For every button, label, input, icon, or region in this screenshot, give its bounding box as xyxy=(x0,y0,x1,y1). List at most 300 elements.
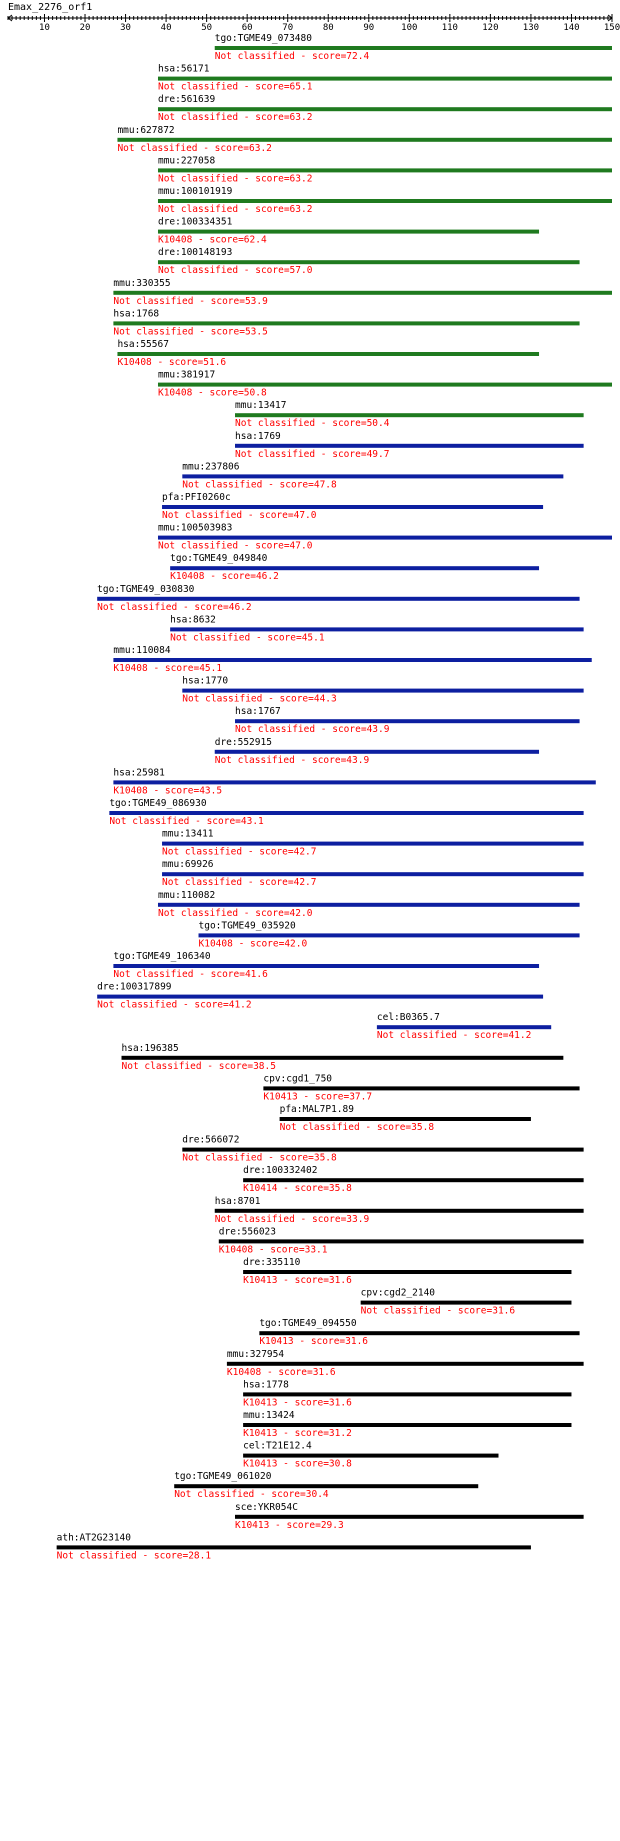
hit-name: hsa:25981 xyxy=(113,767,165,779)
hit-score-prefix: - score= xyxy=(232,938,285,950)
hit-alignment-bar xyxy=(243,1454,498,1458)
hit-classification xyxy=(117,357,226,368)
ruler-tick-label: 60 xyxy=(241,23,253,33)
hit-alignment-bar xyxy=(280,1117,531,1121)
hit-classification xyxy=(243,1183,352,1194)
hit-score: 50.4 xyxy=(366,418,390,430)
hit-entry xyxy=(259,1318,579,1347)
hit-entry xyxy=(158,64,612,93)
hit-ko: Not classified xyxy=(182,693,263,705)
hit-ko: K10408 xyxy=(117,357,152,368)
hit-alignment-bar xyxy=(243,1270,571,1274)
hit-score-prefix: - score= xyxy=(277,1275,329,1286)
hit-alignment-bar xyxy=(97,995,543,999)
hit-alignment-bar xyxy=(170,566,539,570)
hit-entry xyxy=(117,339,539,368)
hit-alignment-bar xyxy=(215,46,612,50)
hit-entry xyxy=(113,767,595,796)
hit-score: 35.8 xyxy=(313,1152,337,1164)
hit-score-prefix: - score= xyxy=(204,571,256,583)
hit-alignment-bar xyxy=(215,750,539,754)
hit-entry xyxy=(263,1073,579,1102)
hit-score: 43.5 xyxy=(199,785,223,797)
hit-ko: K10408 xyxy=(226,1366,262,1378)
hit-score: 62.4 xyxy=(243,234,267,246)
hit-name: dre:100148193 xyxy=(157,247,233,259)
hit-classification xyxy=(158,388,267,399)
hit-ko: Not classified xyxy=(214,51,295,62)
hit-entry xyxy=(174,1471,478,1500)
hit-ko: Not classified xyxy=(170,632,251,644)
hit-classification xyxy=(162,877,316,888)
hit-name: tgo:TGME49_049840 xyxy=(170,553,268,565)
hit-alignment-bar xyxy=(182,474,563,478)
ruler-tick-label: 90 xyxy=(363,23,375,33)
hit-score: 33.1 xyxy=(304,1244,328,1256)
hit-score-prefix: - score= xyxy=(294,1213,347,1225)
position-ruler xyxy=(8,14,620,33)
hit-alignment-bar xyxy=(235,444,584,448)
hit-score: 47.0 xyxy=(293,510,317,521)
hit-score: 41.2 xyxy=(228,999,252,1011)
hit-score: 42.7 xyxy=(293,877,317,889)
hit-name: hsa:1767 xyxy=(235,706,281,718)
hit-name: sce:YKR054C xyxy=(235,1501,298,1513)
ruler-tick-label: 40 xyxy=(160,23,172,33)
hit-ko: K10413 xyxy=(263,1091,298,1103)
hit-score: 42.0 xyxy=(289,907,313,919)
hit-alignment-bar xyxy=(158,168,612,172)
hit-score-prefix: - score= xyxy=(262,1152,314,1164)
hit-entry xyxy=(215,33,612,62)
hit-alignment-bar xyxy=(117,138,612,142)
hit-score-prefix: - score= xyxy=(147,785,200,797)
hit-name: hsa:56171 xyxy=(157,63,210,75)
hit-classification xyxy=(199,938,308,949)
hit-ko: Not classified xyxy=(360,1305,441,1317)
hit-score-prefix: - score= xyxy=(189,816,241,827)
ruler-tick-label: 150 xyxy=(603,23,620,33)
hit-ko: Not classified xyxy=(121,1060,202,1072)
hit-alignment-bar xyxy=(57,1545,531,1549)
hit-ko: Not classified xyxy=(157,81,239,93)
hit-ko: Not classified xyxy=(235,448,316,460)
hit-name: hsa:1768 xyxy=(113,308,160,320)
hit-alignment-bar xyxy=(162,872,584,876)
hit-ko: K10408 xyxy=(113,785,148,797)
hit-entry xyxy=(182,1135,583,1164)
hit-classification xyxy=(174,1489,329,1500)
hit-score: 42.0 xyxy=(284,938,308,950)
hit-entry xyxy=(280,1104,531,1133)
hit-score-prefix: - score= xyxy=(315,418,367,430)
hit-alignment-bar xyxy=(117,352,539,356)
hit-score-prefix: - score= xyxy=(293,1336,346,1348)
hit-score-prefix: - score= xyxy=(250,632,302,644)
ruler-tick-label: 30 xyxy=(120,23,131,33)
hit-alignment-bar xyxy=(182,689,583,693)
hit-ko: K10408 xyxy=(198,938,233,950)
hit-alignment-bar xyxy=(219,1239,584,1243)
hit-name: mmu:227058 xyxy=(157,155,216,167)
hit-entry xyxy=(219,1226,584,1255)
hit-ko: K10413 xyxy=(243,1458,278,1470)
hit-score-prefix: - score= xyxy=(277,1458,329,1470)
hit-alignment-bar xyxy=(235,719,580,723)
hit-ko: Not classified xyxy=(214,1213,295,1225)
hit-score: 35.8 xyxy=(411,1122,435,1133)
hit-entry xyxy=(57,1532,531,1561)
hit-ko: Not classified xyxy=(157,173,239,185)
hit-ko: Not classified xyxy=(214,754,295,766)
hit-ko: K10408 xyxy=(113,663,148,674)
hit-score: 43.9 xyxy=(346,754,370,766)
hit-score: 30.4 xyxy=(305,1489,329,1501)
hit-alignment-bar xyxy=(158,260,580,264)
hit-score: 30.8 xyxy=(328,1458,352,1470)
hit-entry xyxy=(158,94,612,123)
hit-entry xyxy=(113,645,591,674)
hit-name: tgo:TGME49_094550 xyxy=(259,1318,357,1330)
hit-score: 63.2 xyxy=(289,204,313,215)
hit-score-prefix: - score= xyxy=(277,1428,329,1439)
hit-name: mmu:381917 xyxy=(157,369,216,381)
ruler-tick-label: 20 xyxy=(79,23,91,33)
hit-ko: Not classified xyxy=(109,816,190,827)
hit-alignment-bar xyxy=(199,933,580,937)
ruler-tick-label: 130 xyxy=(522,23,540,33)
ruler-tick-label: 70 xyxy=(282,23,294,33)
hit-entry xyxy=(158,523,612,552)
hit-name: tgo:TGME49_035920 xyxy=(198,920,296,932)
hit-alignment-bar xyxy=(243,1423,571,1427)
hit-classification xyxy=(97,1000,251,1011)
hit-ko: Not classified xyxy=(117,142,198,154)
hit-entry xyxy=(162,492,543,521)
hit-name: pfa:MAL7P1.89 xyxy=(279,1104,354,1115)
hit-name: tgo:TGME49_086930 xyxy=(109,798,207,809)
hit-score-prefix: - score= xyxy=(294,754,347,766)
hit-name: mmu:110082 xyxy=(157,889,216,901)
hit-score: 47.0 xyxy=(289,540,313,552)
hit-name: mmu:330355 xyxy=(113,277,171,289)
hit-ko: Not classified xyxy=(174,1489,255,1501)
hit-score-prefix: - score= xyxy=(315,724,367,736)
hit-ko: Not classified xyxy=(162,510,243,521)
hit-name: hsa:8701 xyxy=(214,1195,261,1207)
hit-alignment-bar xyxy=(109,811,583,815)
hit-ko: K10413 xyxy=(235,1519,270,1531)
hit-score-prefix: - score= xyxy=(177,999,229,1011)
hit-score: 65.1 xyxy=(289,81,313,93)
hit-entry xyxy=(158,217,539,246)
hit-alignment-bar xyxy=(158,107,612,111)
hit-ko: Not classified xyxy=(113,295,194,307)
hit-alignment-bar xyxy=(263,1086,579,1090)
hit-ko: K10413 xyxy=(243,1275,278,1286)
hit-entry xyxy=(97,584,579,613)
hit-alignment-bar xyxy=(162,505,543,509)
hit-ko: K10414 xyxy=(243,1183,278,1195)
hit-entry xyxy=(158,890,580,919)
hit-alignment-bar xyxy=(158,903,580,907)
hit-classification xyxy=(182,479,337,490)
hit-entry xyxy=(235,400,584,429)
hit-score-prefix: - score= xyxy=(238,173,290,185)
hit-classification xyxy=(263,1091,372,1102)
hit-alignment-bar xyxy=(97,597,579,601)
hit-ko: Not classified xyxy=(182,479,263,491)
hit-alignment-bar xyxy=(158,77,612,81)
hit-alignment-bar xyxy=(113,780,595,784)
hit-name: pfa:PFI0260c xyxy=(162,492,231,503)
hit-score-prefix: - score= xyxy=(359,1122,412,1133)
hit-classification xyxy=(158,908,313,919)
hit-score-prefix: - score= xyxy=(315,448,367,460)
ruler-tick-label: 110 xyxy=(441,23,458,33)
hit-name: hsa:196385 xyxy=(121,1042,179,1054)
hit-classification xyxy=(158,265,313,276)
ruler-tick-label: 10 xyxy=(39,23,50,33)
hit-name: dre:100332402 xyxy=(243,1165,318,1177)
hit-ko: Not classified xyxy=(235,418,316,430)
hit-classification xyxy=(219,1244,328,1255)
hit-ko: Not classified xyxy=(56,1550,137,1562)
hit-classification xyxy=(158,112,312,123)
hit-entry xyxy=(235,1502,584,1531)
hit-classification xyxy=(377,1030,531,1041)
hit-ko: K10408 xyxy=(157,387,193,399)
hit-classification xyxy=(243,1397,352,1408)
hit-name: dre:100317899 xyxy=(97,981,172,993)
hit-name: mmu:327954 xyxy=(226,1348,285,1360)
hit-entry xyxy=(158,186,612,215)
hit-score: 45.1 xyxy=(301,632,325,644)
hit-score-prefix: - score= xyxy=(242,846,294,858)
hit-score-prefix: - score= xyxy=(192,234,244,246)
hit-classification xyxy=(235,724,390,735)
hit-classification xyxy=(113,663,222,674)
hit-entry xyxy=(243,1257,571,1286)
hit-alignment-bar xyxy=(243,1178,584,1182)
hit-classification xyxy=(117,143,271,154)
hit-name: dre:552915 xyxy=(214,736,272,748)
hit-classification xyxy=(113,969,268,980)
hit-score-prefix: - score= xyxy=(136,1550,189,1562)
hit-entry xyxy=(235,431,584,460)
hit-score: 43.1 xyxy=(240,816,264,827)
hit-score-prefix: - score= xyxy=(262,693,314,705)
hit-name: tgo:TGME49_106340 xyxy=(113,951,211,962)
hit-entry xyxy=(215,737,539,766)
hit-score-prefix: - score= xyxy=(242,510,294,521)
hit-score: 28.1 xyxy=(188,1550,212,1562)
hit-classification xyxy=(235,449,389,460)
hit-entry xyxy=(243,1379,571,1408)
hit-classification xyxy=(235,418,390,429)
hit-score: 29.3 xyxy=(320,1519,344,1531)
hit-score-prefix: - score= xyxy=(277,1397,329,1409)
hit-entry xyxy=(377,1012,551,1041)
hit-score: 51.6 xyxy=(203,357,227,368)
hit-score-prefix: - score= xyxy=(238,81,290,93)
hit-alignment-bar xyxy=(158,383,612,387)
hit-entry xyxy=(227,1349,584,1378)
hit-name: ath:AT2G23140 xyxy=(56,1532,132,1544)
hit-score-prefix: - score= xyxy=(197,142,250,154)
hit-score-prefix: - score= xyxy=(238,540,290,552)
hit-classification xyxy=(113,326,267,337)
hit-entry xyxy=(162,859,584,888)
hit-entry xyxy=(97,982,543,1011)
hit-ko: K10413 xyxy=(243,1397,278,1409)
hit-classification xyxy=(158,173,312,184)
hit-entry xyxy=(243,1410,571,1439)
hit-name: hsa:1769 xyxy=(235,430,281,442)
hit-score: 31.6 xyxy=(328,1275,352,1286)
hit-classification xyxy=(182,1153,337,1164)
hit-alignment-bar xyxy=(361,1301,572,1305)
hit-score: 35.8 xyxy=(328,1183,352,1195)
hit-score: 63.2 xyxy=(289,112,313,124)
hit-ko: Not classified xyxy=(157,112,239,124)
hit-entry xyxy=(109,798,583,827)
hit-score-prefix: - score= xyxy=(238,112,290,124)
hit-classification xyxy=(243,1428,352,1439)
hit-score: 47.8 xyxy=(313,479,337,491)
hit-score: 53.9 xyxy=(244,295,268,307)
hit-name: dre:100334351 xyxy=(157,216,233,228)
hit-name: mmu:237806 xyxy=(182,461,240,473)
hit-ko: Not classified xyxy=(157,907,239,919)
hit-classification xyxy=(170,632,325,643)
hit-entry xyxy=(170,614,583,643)
hit-classification xyxy=(361,1306,516,1317)
hit-ko: Not classified xyxy=(97,999,178,1011)
hit-score-prefix: - score= xyxy=(262,479,314,491)
hit-score-prefix: - score= xyxy=(261,1366,313,1378)
hit-name: cel:T21E12.4 xyxy=(243,1440,312,1452)
hit-score: 72.4 xyxy=(346,51,370,62)
hit-alignment-bar xyxy=(377,1025,551,1029)
hit-score: 31.6 xyxy=(492,1305,516,1317)
hit-score: 57.0 xyxy=(289,265,313,277)
hit-name: mmu:69926 xyxy=(162,859,214,871)
query-title: Emax_2276_orf1 xyxy=(8,2,93,13)
hit-ko: K10408 xyxy=(170,571,205,583)
hit-name: cpv:cgd2_2140 xyxy=(360,1287,436,1299)
hit-score: 49.7 xyxy=(366,448,390,460)
ruler-tick-label: 80 xyxy=(322,23,334,33)
hit-entry xyxy=(162,829,584,858)
hit-score-prefix: - score= xyxy=(151,357,204,368)
hit-classification xyxy=(109,816,264,827)
hit-score-prefix: - score= xyxy=(238,265,290,277)
hit-ko: K10413 xyxy=(243,1428,278,1439)
hit-name: hsa:1770 xyxy=(182,675,229,687)
hit-alignment-bar xyxy=(182,1148,583,1152)
hit-classification xyxy=(158,204,312,215)
hit-classification xyxy=(158,82,313,93)
hit-classification xyxy=(57,1550,212,1561)
hit-entry xyxy=(215,1196,584,1225)
hit-alignment-bar xyxy=(235,1515,584,1519)
hit-alignment-bar xyxy=(113,964,539,968)
hit-score: 42.7 xyxy=(293,846,317,858)
hit-entry xyxy=(361,1288,572,1317)
hit-classification xyxy=(235,1520,344,1531)
hit-entry xyxy=(158,247,580,276)
ruler-tick-label: 100 xyxy=(401,23,418,33)
hit-score: 38.5 xyxy=(253,1060,276,1072)
hit-score: 44.3 xyxy=(313,693,337,705)
hit-score-prefix: - score= xyxy=(253,1244,305,1256)
hit-name: mmu:110084 xyxy=(113,645,171,656)
hit-entry xyxy=(199,920,580,949)
hit-score-prefix: - score= xyxy=(193,295,245,307)
hit-alignment-bar xyxy=(235,413,584,417)
hit-classification xyxy=(162,847,316,858)
hit-name: tgo:TGME49_030830 xyxy=(97,583,195,595)
hit-score-prefix: - score= xyxy=(242,877,294,889)
hit-entry xyxy=(117,125,612,154)
hit-score-prefix: - score= xyxy=(201,1060,254,1072)
hit-score-prefix: - score= xyxy=(238,907,290,919)
hit-entry xyxy=(158,370,612,399)
hit-alignment-bar xyxy=(158,199,612,203)
hit-classification xyxy=(162,510,317,521)
hit-ko: Not classified xyxy=(279,1122,360,1133)
hit-score-prefix: - score= xyxy=(177,601,229,613)
hit-name: hsa:55567 xyxy=(117,339,169,350)
hit-alignment-bar xyxy=(158,536,612,540)
hit-name: mmu:13424 xyxy=(243,1410,295,1421)
hit-entry xyxy=(113,308,579,337)
hit-list xyxy=(57,33,612,1561)
hit-entry xyxy=(182,676,583,705)
hit-score-prefix: - score= xyxy=(147,663,200,674)
hit-score-prefix: - score= xyxy=(269,1519,321,1531)
hit-score: 63.2 xyxy=(289,173,313,185)
ruler-tick-label: 50 xyxy=(201,23,213,33)
hit-score-prefix: - score= xyxy=(193,969,245,980)
hit-ko: Not classified xyxy=(235,724,316,736)
hit-name: dre:566072 xyxy=(182,1134,240,1146)
hit-entry xyxy=(113,278,612,307)
hit-classification xyxy=(158,541,313,552)
hit-classification xyxy=(215,1214,370,1225)
hit-alignment-bar xyxy=(243,1392,571,1396)
hit-score-prefix: - score= xyxy=(193,326,245,338)
hit-score: 45.1 xyxy=(199,663,223,674)
hit-score: 37.7 xyxy=(349,1091,373,1103)
hit-score: 50.8 xyxy=(243,387,267,399)
hit-name: hsa:1778 xyxy=(243,1379,289,1391)
hit-score-prefix: - score= xyxy=(254,1489,306,1501)
hit-classification xyxy=(259,1336,368,1347)
hit-ko: Not classified xyxy=(157,540,239,552)
hit-classification xyxy=(215,51,370,62)
hit-entry xyxy=(182,461,563,490)
hit-name: tgo:TGME49_061020 xyxy=(174,1471,272,1483)
hit-name: mmu:100503983 xyxy=(157,522,233,534)
hit-classification xyxy=(122,1061,276,1072)
hit-entry xyxy=(170,553,539,582)
hit-classification xyxy=(182,694,336,705)
hit-score-prefix: - score= xyxy=(277,1183,329,1195)
hit-alignment-bar xyxy=(259,1331,579,1335)
hit-score: 53.5 xyxy=(244,326,268,338)
